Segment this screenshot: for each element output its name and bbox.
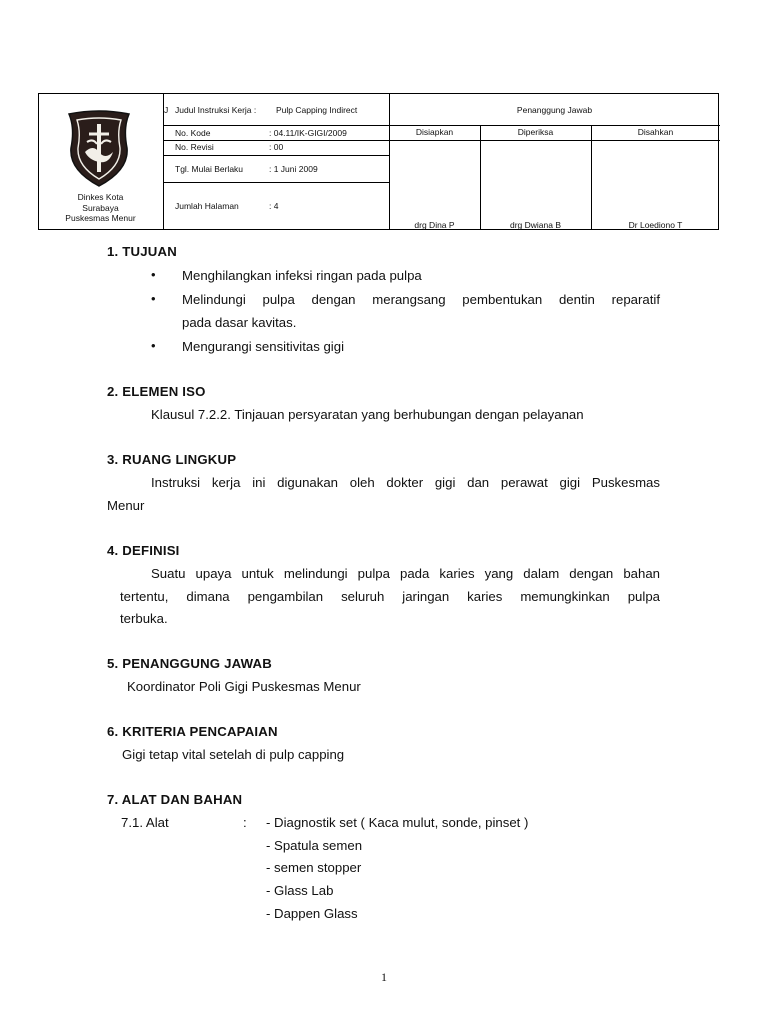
divider — [389, 140, 720, 141]
kriteria-text: Gigi tetap vital setelah di pulp capping — [122, 747, 345, 762]
elemen-iso-text: Klausul 7.2.2. Tinjauan persyaratan yang berhubungan dengan pelayanan — [151, 407, 584, 422]
alat-sub-label: 7.1. Alat — [121, 815, 169, 830]
revisi-value: : 00 — [269, 142, 284, 152]
bullet-icon: • — [151, 267, 156, 282]
section-heading-tujuan: 1. TUJUAN — [107, 244, 177, 259]
section-heading-alat-bahan: 7. ALAT DAN BAHAN — [107, 792, 243, 807]
logo-caption — [39, 192, 162, 224]
section-heading-elemen-iso: 2. ELEMEN ISO — [107, 384, 206, 399]
role-disahkan: Disahkan — [637, 127, 674, 137]
judul-label: Judul Instruksi Kerja : — [175, 105, 257, 115]
alat-item: - semen stopper — [266, 860, 362, 875]
revisi-label: No. Revisi — [175, 142, 214, 152]
document-header-table — [38, 93, 719, 230]
penanggung-jawab-text: Koordinator Poli Gigi Puskesmas Menur — [127, 679, 361, 694]
caption-line: Dinkes Kota — [77, 192, 124, 202]
halaman-label: Jumlah Halaman — [175, 201, 239, 211]
tujuan-bullet-cont: pada dasar kavitas. — [182, 315, 297, 330]
halaman-value: : 4 — [269, 201, 279, 211]
column-marker: J — [164, 105, 169, 115]
tujuan-bullet: Menghilangkan infeksi ringan pada pulpa — [182, 268, 422, 283]
signer-diperiksa: drg Dwiana B — [509, 220, 562, 230]
surabaya-crest-logo — [63, 108, 135, 188]
role-disiapkan: Disiapkan — [415, 127, 454, 137]
divider — [163, 182, 389, 183]
section-heading-penanggung-jawab: 5. PENANGGUNG JAWAB — [107, 656, 273, 671]
role-diperiksa: Diperiksa — [517, 127, 554, 137]
alat-item: - Dappen Glass — [266, 906, 358, 921]
bullet-icon: • — [151, 291, 156, 306]
signer-disahkan: Dr Loediono T — [628, 220, 683, 230]
penanggung-jawab-title: Penanggung Jawab — [516, 105, 593, 115]
caption-line: Surabaya — [82, 202, 119, 213]
definisi-text: terbuka. — [120, 611, 168, 626]
bullet-icon: • — [151, 338, 156, 353]
alat-item: - Diagnostik set ( Kaca mulut, sonde, pinset ) — [266, 815, 529, 830]
ruang-lingkup-text: Menur — [107, 498, 145, 513]
definisi-text: Suatu upaya untuk melindungi pulpa pada karies yang dalam dengan bahan — [151, 566, 660, 581]
kode-value: : 04.11/IK-GIGI/2009 — [269, 128, 347, 138]
tanggal-value: : 1 Juni 2009 — [269, 164, 318, 174]
ruang-lingkup-text: Instruksi kerja ini digunakan oleh dokter gigi dan perawat gigi Puskesmas — [151, 475, 660, 490]
caption-line: Puskesmas Menur — [65, 213, 136, 223]
divider — [163, 155, 389, 156]
page-number: 1 — [381, 970, 387, 984]
section-heading-kriteria: 6. KRITERIA PENCAPAIAN — [107, 724, 278, 739]
tujuan-bullet: Mengurangi sensitivitas gigi — [182, 339, 344, 354]
alat-item: - Spatula semen — [266, 838, 363, 853]
tanggal-label: Tgl. Mulai Berlaku — [175, 164, 244, 174]
alat-item: - Glass Lab — [266, 883, 334, 898]
section-heading-definisi: 4. DEFINISI — [107, 543, 180, 558]
judul-value: Pulp Capping Indirect — [276, 105, 358, 115]
section-heading-ruang-lingkup: 3. RUANG LINGKUP — [107, 452, 237, 467]
tujuan-bullet: Melindungi pulpa dengan merangsang pembentukan dentin reparatif — [182, 292, 660, 307]
signer-disiapkan: drg Dina P — [414, 220, 455, 230]
divider — [163, 125, 720, 126]
alat-colon: : — [243, 815, 247, 830]
kode-label: No. Kode — [175, 128, 211, 138]
definisi-text: tertentu, dimana pengambilan seluruh jaringan karies memungkinkan pulpa — [120, 589, 660, 604]
divider — [163, 140, 389, 141]
